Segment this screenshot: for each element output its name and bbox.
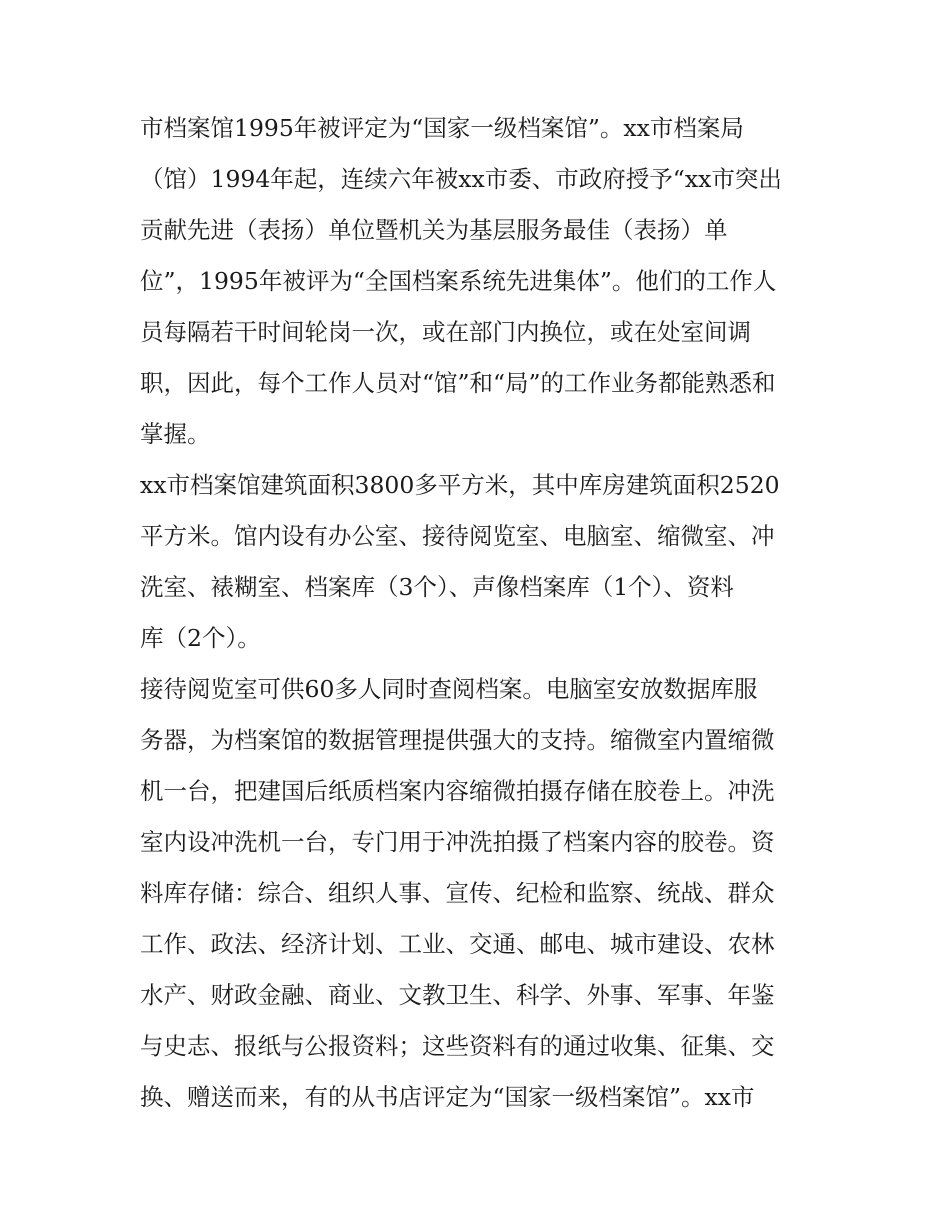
document-body bbox=[140, 103, 830, 1123]
text-line: 贡献先进（表扬）单位暨机关为基层服务最佳（表扬）单 bbox=[140, 216, 728, 244]
text-line: 务器，为档案馆的数据管理提供强大的支持。缩微室内置缩微 bbox=[140, 726, 775, 754]
text-line: 职，因此，每个工作人员对“馆”和“局”的工作业务都能熟悉和 bbox=[140, 369, 776, 397]
text-line: 员每隔若干时间轮岗一次，或在部门内换位，或在处室间调 bbox=[140, 318, 751, 346]
text-line: 与史志、报纸与公报资料；这些资料有的通过收集、征集、交 bbox=[140, 1032, 775, 1060]
text-line: 料库存储：综合、组织人事、宣传、纪检和监察、统战、群众 bbox=[140, 879, 775, 907]
text-line: 平方米。馆内设有办公室、接待阅览室、电脑室、缩微室、冲 bbox=[140, 522, 775, 550]
text-line: （馆）1994年起，连续六年被xx市委、市政府授予“xx市突出 bbox=[140, 165, 782, 193]
text-line: 室内设冲洗机一台，专门用于冲洗拍摄了档案内容的胶卷。资 bbox=[140, 828, 775, 856]
text-line: 机一台，把建国后纸质档案内容缩微拍摄存储在胶卷上。冲洗 bbox=[140, 777, 775, 805]
text-line: 接待阅览室可供60多人同时查阅档案。电脑室安放数据库服 bbox=[140, 675, 758, 703]
text-line: 工作、政法、经济计划、工业、交通、邮电、城市建设、农林 bbox=[140, 930, 775, 958]
text-line: 换、赠送而来，有的从书店评定为“国家一级档案馆”。xx市 bbox=[140, 1083, 755, 1111]
text-line: 市档案馆1995年被评定为“国家一级档案馆”。xx市档案局 bbox=[140, 114, 744, 142]
text-line: 掌握。 bbox=[140, 420, 211, 448]
text-line: 水产、财政金融、商业、文教卫生、科学、外事、军事、年鉴 bbox=[140, 981, 775, 1009]
text-line: 库（2个）。 bbox=[140, 624, 261, 652]
text-line: 位”，1995年被评为“全国档案系统先进集体”。他们的工作人 bbox=[140, 267, 777, 295]
text-line: 洗室、裱糊室、档案库（3个）、声像档案库（1个）、资料 bbox=[140, 573, 734, 601]
text-line: xx市档案馆建筑面积3800多平方米，其中库房建筑面积2520 bbox=[140, 471, 780, 499]
